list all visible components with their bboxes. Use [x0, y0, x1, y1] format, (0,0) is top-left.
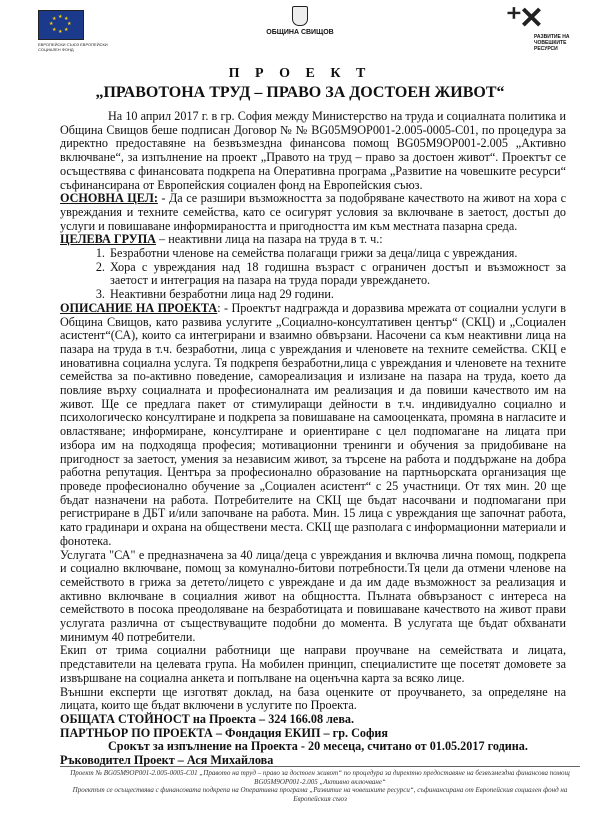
project-manager: Ръководител Проект – Ася Михайлова — [60, 753, 274, 768]
hr-programme-logo — [500, 4, 570, 52]
description-paragraph — [60, 302, 566, 549]
list-item: 1. Безработни членове на семейства полагащи грижи за деца/лица с увреждания. — [108, 247, 566, 261]
description-text: : - Проектът надгражда и доразвива мрежата от социални услуги в Община Свищов, като развива услугите „Социално-консултативен център“ (СКЦ) и „Социален асистент“(СА), които са интегрирани и взаимно обвързани. Насочени са към неактивни лица на пазара на труда в т.ч. безработни, лица с увреждания и членовете на техните семейства. СКЦ е иновативна социална услуга. Тя подкрепя безработни,лица с увреждания и членовете на техните семейства за по-активно поведение, самореализация и излизане на пазара на труда, което да повлияе върху социалната и професионалната им реализация и да повиши качеството им на живот. Ще се предлага пакет от стимулиращи дейности в т.ч. индивидуално социално и психологическо консултиране и подкрепа за повишаване на самооценката, промяна в нагласите и овластяване; информиране, консултиране и ориентиране с цел подпомагане на лицата при избора им на подходяща професия; мотивационни тренинги и обучения за придобиване на пригодност за заетост, умения за независим живот, за търсене на работа и поддържане на добра работна репутация. Центъра за професионално образование на партньорската организация ще проведе професионално обучение за „Социален асистент“ с 25 участници. От тях мин. 20 ще бъдат назначени на работа. Потребителите на СКЦ ще бъдат насочвани и подпомагани при регистриране в ДБТ и/или започване на работа. Мин. 15 лица с увреждания ще започнат работа, като градинари и охрана на обществени места. СКЦ ще разполага с информационни материали и фонотека. — [60, 300, 566, 548]
document-body — [60, 110, 566, 768]
intro-paragraph: На 10 април 2017 г. в гр. София между Министерство на труда и социалната политика и Община Свищов беше подписан Договор № № BG05M9OP001-2.005-0005-C01, по процедура за директно предоставяне на безвъзмездна финансова помощ BG05M9OP001-2.005 „Активно включване“, за изпълнение на проект „Правото на труд – право за достоен живот“. Проектът се осъществява с финансовата подкрепа на Оперативна програма „Развитие на човешките ресурси“ съфинансирана от Европейския социален фонд на Европейския съюз. — [60, 109, 566, 192]
total-value: ОБЩАТА СТОЙНОСТ на Проекта – 324 166.08 лева. — [60, 711, 355, 726]
goal-paragraph — [60, 192, 566, 233]
list-item: 3. Неактивни безработни лица над 29 години. — [108, 288, 566, 302]
eu-flag-icon: ★ ★ ★ ★ ★ ★ ★ ★ — [38, 10, 84, 40]
target-list — [60, 247, 566, 302]
hr-caption: РАЗВИТИЕ НА ЧОВЕШКИТЕ РЕСУРСИ — [534, 34, 570, 52]
duration: Срокът за изпълнение на Проекта - 20 месеца, считано от 01.05.2017 година. — [108, 739, 528, 754]
partner: ПАРТНЬОР ПО ПРОЕКТА – Фондация ЕКИП – гр. София — [60, 725, 389, 740]
service-sa-paragraph: Услугата "СА" е предназначена за 40 лица/деца с увреждания и включва лична помощ, подкрепа и социално включване, помощ за комунално-битови потребности.Тя цели да отмени членове на семейството в грижа за детето/лицето с увреждане и да им даде възможност за реализация и активно включване в социалния живот на общността. Пълната обвързаност с интереса на семейството в посока преодоляване на безработицата и повишаване качеството на живот прави услугата различна от съществуващите подобни до момента. В услугата ще бъдат обхванати минимум 40 потребители. — [60, 547, 566, 644]
municipality-caption: ОБЩИНА СВИЩОВ — [266, 29, 334, 36]
description-label: ОПИСАНИЕ НА ПРОЕКТА — [60, 300, 218, 315]
list-item: 2. Хора с увреждания над 18 годишна възраст с ограничен достъп и възможност за заетост и интеграция на пазара на труда поради увреждането. — [108, 261, 566, 288]
footer-line: Проект № BG05M9OP001-2.005-0005-C01 „Правото на труд – право за достоен живот“ по процедура за директно предоставяне на безвъзмездна финансова помощ BG05M9OP001-2.005 „Активно включване“ — [70, 769, 570, 786]
page-footer — [60, 766, 580, 803]
coat-of-arms-icon — [292, 6, 308, 26]
project-title: „ПРАВОТОНА ТРУД – ПРАВО ЗА ДОСТОЕН ЖИВОТ“ — [95, 84, 505, 101]
footer-line: Проектът се осъществява с финансовата подкрепа на Оперативна програма „Развитие на човешките ресурси“, съфинансирана от Европейския социален фонд на Европейския съюз — [72, 786, 568, 803]
eu-caption: ЕВРОПЕЙСКИ СЪЮЗ ЕВРОПЕЙСКИ СОЦИАЛЕН ФОНД — [38, 42, 108, 52]
team-paragraph: Екип от трима социални работници ще направи проучване на семействата и лицата, представители на целевата група. На мобилен принцип, специалистите ще посетят домовете за извършване на социална анкета и попълване на оценъчна карта за всяко лице. — [60, 643, 566, 685]
experts-paragraph: Външни експерти ще изготвят доклад, на база оценките от проучването, за определяне на лицата, които ще бъдат включени в услугите по Проекта. — [60, 684, 566, 713]
target-label: ЦЕЛЕВА ГРУПА — [60, 232, 156, 247]
target-paragraph — [60, 233, 566, 247]
doc-label: П Р О Е К Т — [228, 66, 372, 81]
goal-label: ОСНОВНА ЦЕЛ: — [60, 191, 158, 206]
page-header — [0, 0, 600, 62]
hr-logo-icon: ⁺✕ — [506, 2, 541, 35]
target-text: – неактивни лица на пазара на труда в т. ч.: — [156, 232, 383, 247]
goal-text: - Да се разшири възможността за подобряване качеството на живот на хора с увреждания и техните семейства, като се осигурят условия за включване в заетост, достъп до услуги и повишаване информираността и пригодността им към местната пазарна среда. — [60, 191, 566, 233]
